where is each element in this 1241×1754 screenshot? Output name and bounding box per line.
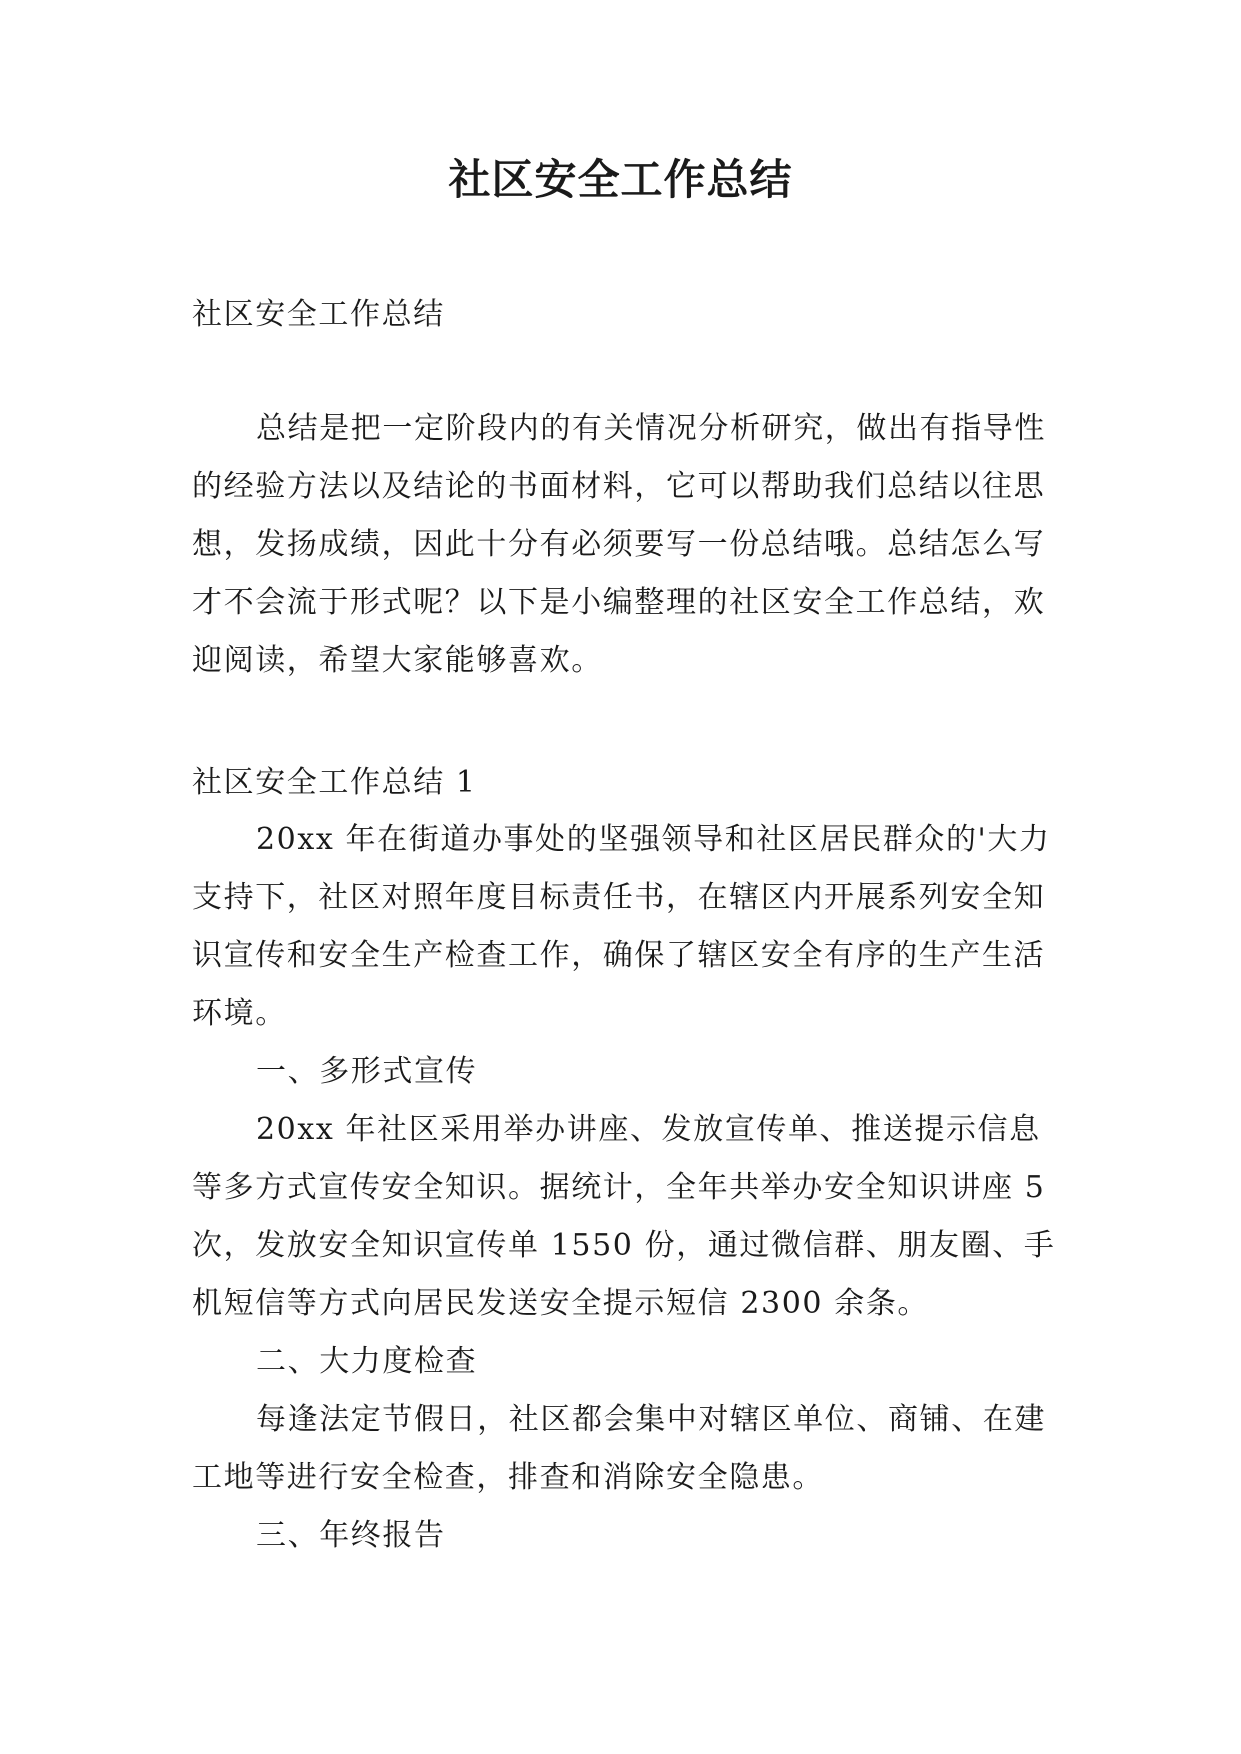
section-heading: 二、大力度检查 [256,1344,478,1379]
paragraph: 20xx 年社区采用举办讲座、发放宣传单、推送提示信息等多方式宣传安全知识。据统计，全年共举办安全知识讲座 5 次，发放安全知识宣传单 1550 份，通过微信群、朋友圈、手机短信等方式向居民发送安全提示短信 2300 余条。 [192,1112,1056,1321]
document-title: 社区安全工作总结 [448,155,793,204]
section-heading: 一、多形式宣传 [256,1054,478,1089]
section-title: 社区安全工作总结 1 [192,765,477,800]
section-heading: 三、年终报告 [256,1518,446,1553]
intro-paragraph: 总结是把一定阶段内的有关情况分析研究，做出有指导性的经验方法以及结论的书面材料，它可以帮助我们总结以往思想，发扬成绩，因此十分有必须要写一份总结哦。总结怎么写才不会流于形式呢？以下是小编整理的社区安全工作总结，欢迎阅读，希望大家能够喜欢。 [192,411,1046,678]
paragraph: 每逢法定节假日，社区都会集中对辖区单位、商铺、在建工地等进行安全检查，排查和消除安全隐患。 [192,1402,1046,1495]
paragraph: 20xx 年在街道办事处的坚强领导和社区居民群众的'大力支持下，社区对照年度目标责任书，在辖区内开展系列安全知识宣传和安全生产检查工作，确保了辖区安全有序的生产生活环境。 [192,822,1051,1031]
document-subtitle: 社区安全工作总结 [192,297,445,332]
